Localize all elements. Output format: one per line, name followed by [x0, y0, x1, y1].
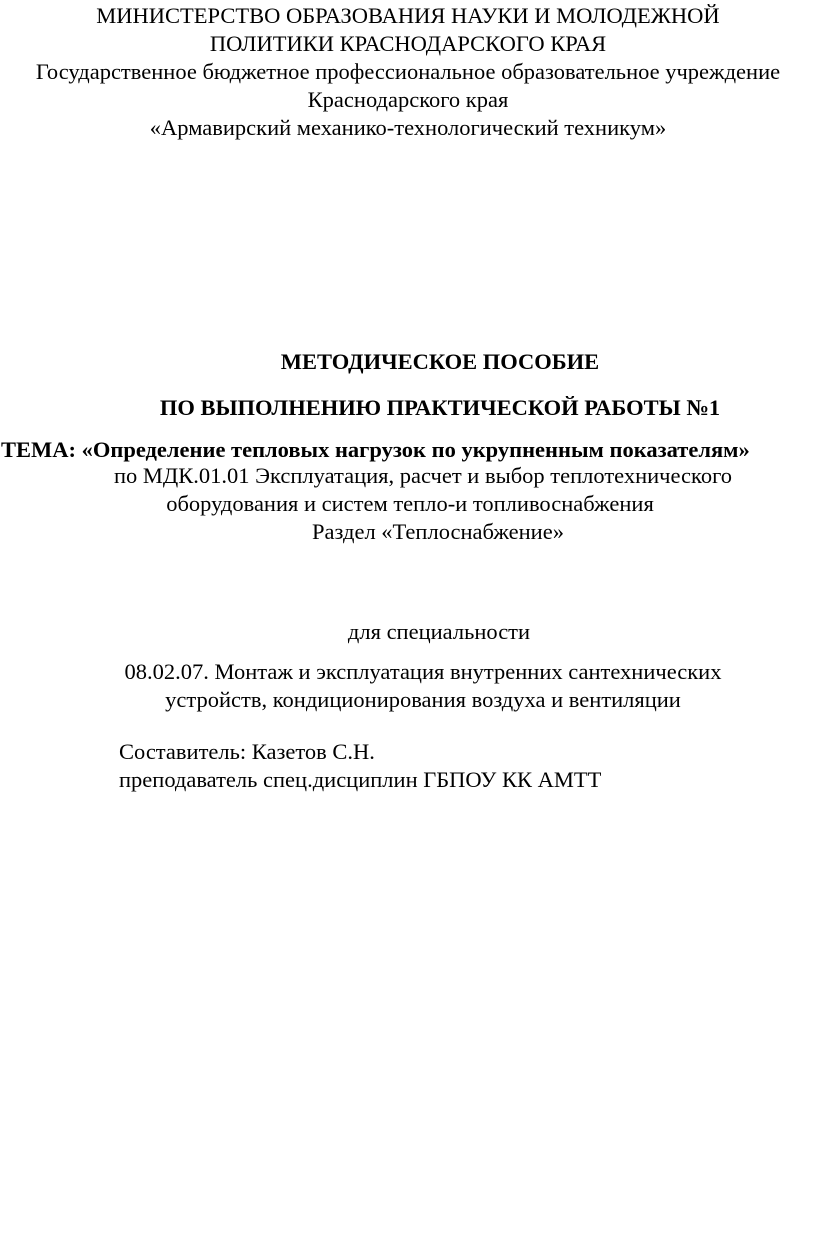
document-title: МЕТОДИЧЕСКОЕ ПОСОБИЕ [280, 349, 600, 374]
module-line1: по МДК.01.01 Эксплуатация, расчет и выбор теплотехнического [114, 463, 732, 488]
institution-type: Государственное бюджетное профессиональное образовательное учреждение [35, 59, 781, 84]
ministry-name-line2: ПОЛИТИКИ КРАСНОДАРСКОГО КРАЯ [209, 31, 607, 56]
specialty-line2: устройств, кондиционирования воздуха и вентиляции [165, 687, 681, 712]
institution-region: Краснодарского края [307, 87, 509, 112]
specialty-label: для специальности [347, 619, 531, 644]
author-name: Составитель: Казетов С.Н. [119, 739, 375, 764]
document-subtitle: ПО ВЫПОЛНЕНИЮ ПРАКТИЧЕСКОЙ РАБОТЫ №1 [159, 395, 721, 420]
module-section: Раздел «Теплоснабжение» [312, 519, 564, 544]
institution-name: «Армавирский механико-технологический техникум» [149, 115, 667, 140]
ministry-name-line1: МИНИСТЕРСТВО ОБРАЗОВАНИЯ НАУКИ И МОЛОДЕЖНОЙ [96, 3, 720, 28]
specialty-line1: 08.02.07. Монтаж и эксплуатация внутренних сантехнических [124, 659, 722, 684]
document-topic: ТЕМА: «Определение тепловых нагрузок по укрупненным показателям» [1, 437, 750, 462]
module-line2: оборудования и систем тепло-и топливоснабжения [166, 491, 654, 516]
author-position: преподаватель спец.дисциплин ГБПОУ КК АМТТ [119, 767, 602, 792]
